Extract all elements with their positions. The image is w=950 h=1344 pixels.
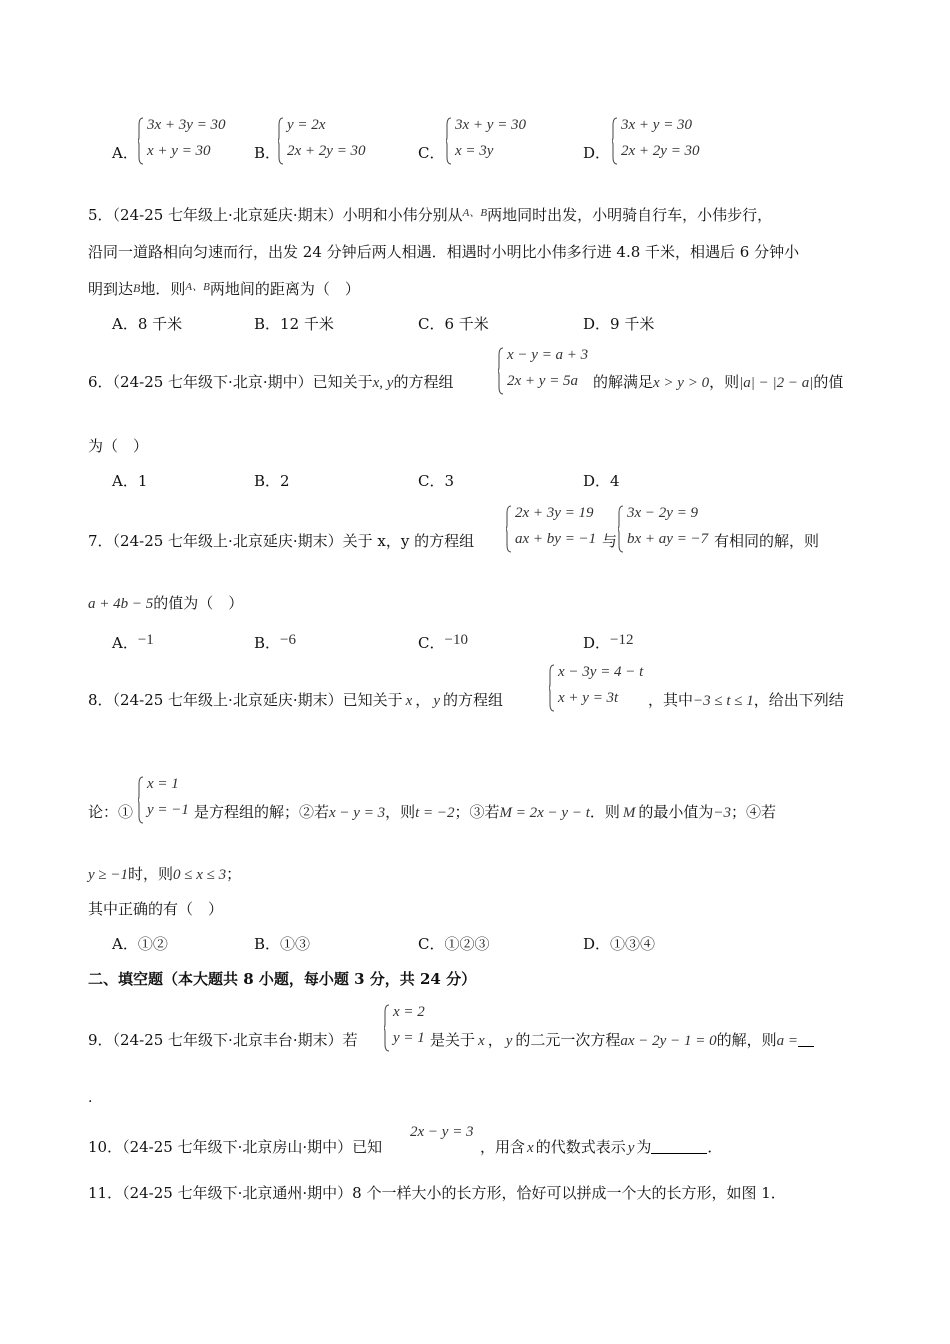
text: 是关于 (430, 1031, 476, 1049)
text: 为 (636, 1138, 652, 1156)
q8-line-4: 其中正确的有（ ） (88, 900, 224, 918)
option-label: A． (112, 634, 138, 652)
text: 已知 (352, 1138, 383, 1156)
q7-line-1-start (88, 531, 474, 551)
q7-system-2 (618, 505, 713, 553)
question-number: 7． (88, 532, 113, 550)
math-inline: x (405, 693, 413, 709)
q6-line-1-end (593, 372, 843, 393)
math-inline: a = (776, 1033, 798, 1049)
question-source: （24-25 七年级上·北京延庆·期末） (112, 532, 343, 550)
q8-option-c[interactable]: C．①②③ (418, 935, 490, 953)
q8-line-1-start (88, 690, 503, 711)
text: 的值为（ ） (153, 594, 244, 612)
math-inline: ax − 2y − 1 = 0 (620, 1033, 717, 1049)
text: ．则 (589, 803, 620, 821)
text: ， (415, 691, 431, 709)
q5-line-3 (88, 277, 360, 299)
q8-option-d[interactable]: D．①③④ (583, 935, 656, 953)
question-number: 6． (88, 373, 113, 391)
q5-option-b[interactable]: B．12 千米 (254, 315, 334, 333)
equation: bx + ay = −7 (627, 531, 709, 547)
math-inline: y ≥ −1 (88, 867, 129, 883)
q7-connector: 与 (602, 532, 618, 550)
answer-blank[interactable] (651, 1153, 707, 1154)
equation: x = 3y (455, 143, 494, 159)
q6-option-b[interactable]: B．2 (254, 472, 290, 490)
option-value: −6 (280, 632, 296, 648)
text: 的值 (813, 373, 844, 391)
q8-line-2-end (194, 802, 776, 823)
math-inline: M = 2x − y − t (499, 805, 590, 821)
question-source: （24-25 七年级下·北京·期中） (112, 373, 313, 391)
q8-line-3 (88, 864, 241, 885)
brace-icon (618, 505, 624, 553)
q5-line-2: 沿同一道路相向匀速而行，出发 24 分钟后两人相遇．相遇时小明比小伟多行进 4.8 千米，相遇后 6 分钟小 (88, 243, 800, 261)
math-inline: 0 ≤ x ≤ 3 (173, 867, 227, 883)
text: 是方程组的解；②若 (194, 803, 330, 821)
brace-icon (446, 117, 452, 165)
question-11 (88, 1183, 786, 1203)
q4-option-a-system (138, 117, 238, 165)
text: 两地间的距离为（ ） (209, 280, 360, 298)
math-inline: a + 4b − 5 (88, 596, 154, 612)
q9-line-1-end (430, 1030, 814, 1051)
math-inline: M (622, 805, 636, 821)
q4-option-d-label[interactable]: D． (583, 144, 611, 162)
brace-icon (612, 117, 618, 165)
text: ； (226, 865, 242, 883)
equation: ax + by = −1 (515, 531, 597, 547)
brace-icon (278, 117, 284, 165)
text: ；④若 (731, 803, 777, 821)
text: 的方程组 (442, 691, 503, 709)
equation: 3x − 2y = 9 (627, 505, 699, 521)
math-inline: B (133, 281, 141, 295)
math-inline: y (433, 693, 440, 709)
question-number: 11． (88, 1184, 123, 1202)
equation: y = 2x (287, 117, 326, 133)
q9-solution-system (384, 1004, 434, 1052)
brace-icon (498, 347, 504, 395)
text: 的最小值为 (638, 803, 714, 821)
question-source: （24-25 七年级下·北京丰台·期末） (112, 1031, 343, 1049)
math-inline: −3 (713, 805, 732, 821)
question-number: 9． (88, 1031, 113, 1049)
q6-line-2: 为（ ） (88, 437, 149, 455)
q10-line-end (480, 1137, 722, 1158)
brace-icon (138, 117, 144, 165)
text: ． (707, 1138, 723, 1156)
option-value: −1 (137, 632, 154, 648)
option-label: D． (583, 634, 611, 652)
q5-line-1 (88, 203, 772, 225)
equation: x + y = 30 (147, 143, 211, 159)
text: 明到达 (88, 280, 134, 298)
equation: 2x + 2y = 30 (621, 143, 700, 159)
question-source: （24-25 七年级上·北京延庆·期末） (112, 206, 343, 224)
section-heading: 二、填空题（本大题共 8 小题，每小题 3 分，共 24 分） (88, 970, 477, 988)
equation: y = −1 (147, 802, 189, 818)
equation: 2x + 3y = 19 (515, 505, 594, 521)
text: 的二元一次方程 (515, 1031, 621, 1049)
question-source: （24-25 七年级下·北京房山·期中） (122, 1138, 353, 1156)
text: 的解满足 (593, 373, 654, 391)
question-number: 5． (88, 206, 113, 224)
math-inline: A、B (462, 207, 488, 219)
text: 关于 x，y 的方程组 (342, 532, 475, 550)
q10-line-start (88, 1137, 382, 1157)
q7-option-d[interactable] (583, 630, 634, 653)
question-number: 10． (88, 1138, 123, 1156)
q7-system-1 (506, 505, 601, 553)
text: ；③若 (454, 803, 500, 821)
q5-option-a[interactable]: A．8 千米 (112, 315, 183, 333)
q8-option-b[interactable]: B．①③ (254, 935, 311, 953)
equation: x + y = 3t (558, 690, 619, 706)
q7-option-b[interactable] (254, 630, 296, 653)
q8-option-a[interactable]: A．①② (112, 935, 168, 953)
q8-system (549, 664, 649, 712)
text: 若 (342, 1031, 358, 1049)
q5-option-c[interactable]: C．6 千米 (418, 315, 489, 333)
q10-equation: 2x − y = 3 (410, 1124, 474, 1140)
math-inline: |a| − |2 − a| (739, 375, 814, 391)
q5-option-d[interactable]: D．9 千米 (583, 315, 655, 333)
text: 8 个一样大小的长方形，恰好可以拼成一个大的长方形，如图 1． (352, 1184, 786, 1202)
equation: x = 2 (393, 1004, 425, 1020)
text: ， (487, 1031, 503, 1049)
q4-option-c-system (446, 117, 546, 165)
q4-option-d-system (612, 117, 722, 165)
equation: 2x + 2y = 30 (287, 143, 366, 159)
option-label: B． (254, 634, 281, 652)
text: ，给出下列结 (753, 691, 844, 709)
equation: 3x + 3y = 30 (147, 117, 226, 133)
question-number: 8． (88, 691, 113, 709)
math-inline: −3 ≤ t ≤ 1 (693, 693, 754, 709)
text: 的解，则 (716, 1031, 777, 1049)
q6-option-a[interactable]: A．1 (112, 472, 148, 490)
text: ，其中 (648, 691, 694, 709)
option-value: −10 (444, 632, 468, 648)
q4-option-c-label[interactable]: C． (418, 144, 445, 162)
equation: 3x + y = 30 (621, 117, 693, 133)
q7-line-1-end: 有相同的解，则 (714, 532, 820, 550)
math-inline: t = −2 (415, 805, 455, 821)
q8-solution-system (138, 776, 198, 824)
q9-line-1-start (88, 1030, 358, 1050)
equation: 3x + y = 30 (455, 117, 527, 133)
text: 的代数式表示 (535, 1138, 626, 1156)
text: 小明和小伟分别从 (342, 206, 463, 224)
q6-option-c[interactable]: C．3 (418, 472, 455, 490)
brace-icon (384, 1004, 390, 1052)
text: 两地同时出发，小明骑自行车，小伟步行， (487, 206, 773, 224)
q6-line-1-start (88, 372, 453, 393)
math-inline: x − y = 3 (329, 805, 386, 821)
question-source: （24-25 七年级上·北京延庆·期末） (112, 691, 343, 709)
equation: 2x + y = 5a (507, 373, 579, 389)
text: 的方程组 (393, 373, 454, 391)
q8-line-2-start: 论：① (88, 803, 134, 821)
q4-option-b-system (278, 117, 388, 165)
equation: x = 1 (147, 776, 179, 792)
q4-option-a-label[interactable]: A． (112, 144, 138, 162)
brace-icon (506, 505, 512, 553)
math-inline: x > y > 0 (653, 375, 710, 391)
math-inline: x (478, 1033, 485, 1049)
text: ，则 (709, 373, 740, 391)
math-inline: y (627, 1140, 635, 1156)
q7-option-a[interactable] (112, 630, 154, 653)
brace-icon (138, 776, 144, 824)
q7-option-c[interactable] (418, 630, 468, 653)
q6-option-d[interactable]: D．4 (583, 472, 620, 490)
equation: x − 3y = 4 − t (558, 664, 644, 680)
q4-option-b-label[interactable]: B． (254, 144, 281, 162)
text: 时，则 (128, 865, 174, 883)
math-inline: A、B (185, 281, 210, 293)
option-value: −12 (610, 632, 634, 648)
q8-line-1-end (648, 690, 844, 711)
text: 地．则 (140, 280, 186, 298)
equation: y = 1 (393, 1030, 425, 1046)
text: 已知关于 (312, 373, 373, 391)
math-inline: x (527, 1140, 534, 1156)
text: ，用含 (480, 1138, 526, 1156)
brace-icon (549, 664, 555, 712)
math-inline: x, y (372, 375, 394, 391)
q9-period: . (88, 1090, 93, 1106)
option-label: C． (418, 634, 445, 652)
math-inline: y (505, 1033, 513, 1049)
equation: x − y = a + 3 (507, 347, 589, 363)
q6-system (498, 347, 588, 395)
question-source: （24-25 七年级下·北京通州·期中） (122, 1184, 353, 1202)
text: ，则 (385, 803, 416, 821)
q7-line-2 (88, 593, 243, 614)
text: 已知关于 (342, 691, 403, 709)
answer-blank[interactable] (798, 1046, 814, 1047)
